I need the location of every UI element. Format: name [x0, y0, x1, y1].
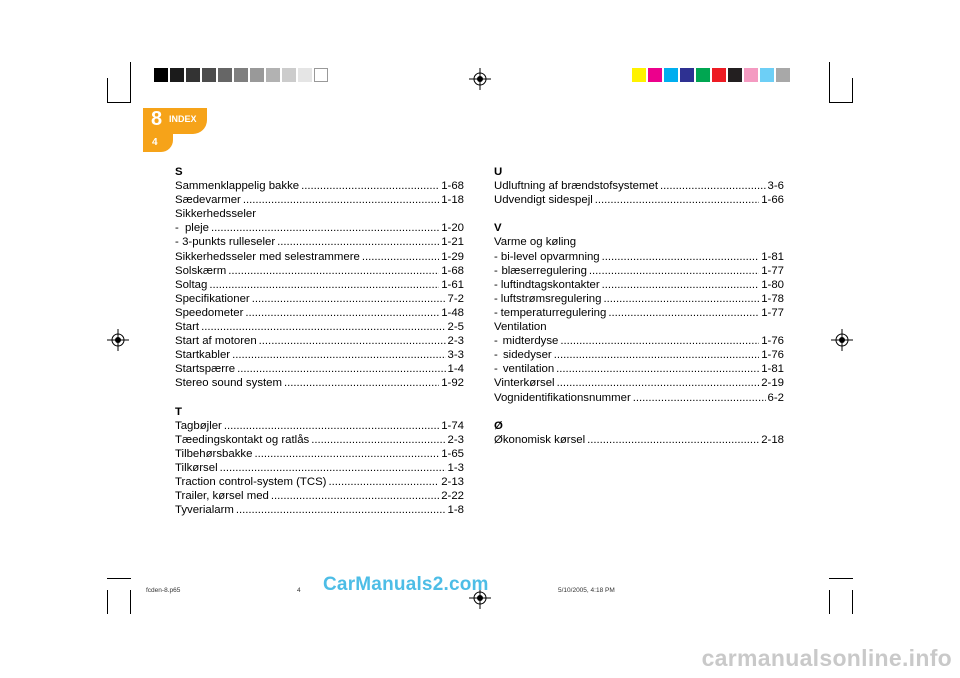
index-page-ref: 1-68 [441, 264, 464, 277]
index-entry[interactable] [494, 235, 784, 249]
color-swatch [760, 68, 774, 82]
sub-entry-dash: - [494, 250, 498, 263]
index-entry[interactable] [175, 193, 464, 207]
index-entry[interactable] [175, 292, 464, 306]
index-entry-text: Sikkerhedsseler [175, 208, 257, 221]
index-entry[interactable] [494, 193, 784, 207]
leader-dots [328, 475, 439, 489]
crop-mark [107, 78, 108, 102]
sub-entry-dash: - [494, 335, 498, 348]
color-swatch [728, 68, 742, 82]
index-letter: V [494, 222, 502, 235]
sub-entry-dash: - [175, 222, 179, 235]
index-entry[interactable] [175, 376, 464, 390]
footer-timestamp: 5/10/2005, 4:18 PM [558, 587, 615, 594]
watermark-logo[interactable]: CarManuals2.com [323, 574, 489, 595]
crop-mark [852, 590, 853, 614]
chapter-title: INDEX [169, 114, 197, 124]
index-entry-text: Speedometer [175, 306, 244, 319]
section-gap [494, 405, 784, 419]
index-page-ref: 3-6 [767, 180, 784, 193]
crop-mark [829, 62, 830, 102]
index-letter: S [175, 166, 183, 178]
leader-dots [258, 207, 462, 221]
index-page-ref: 2-5 [447, 321, 464, 334]
leader-dots [578, 235, 782, 249]
index-entry[interactable] [175, 179, 464, 193]
leader-dots [220, 461, 446, 475]
index-page-ref: 3-3 [447, 349, 464, 362]
color-swatch [266, 68, 280, 82]
chapter-number: 8 [151, 108, 163, 130]
leader-dots [554, 348, 759, 362]
registration-target-icon [831, 329, 853, 351]
index-entry-text: Solskærm [175, 264, 227, 277]
index-entry[interactable] [494, 391, 784, 405]
index-entry-text: blæserregulering [501, 264, 587, 277]
index-page-ref: 1-21 [441, 236, 464, 249]
leader-dots [277, 235, 439, 249]
index-page-ref: 1-68 [441, 180, 464, 193]
index-page-ref: 1-48 [441, 306, 464, 319]
leader-dots [201, 320, 445, 334]
index-entry[interactable] [175, 503, 464, 517]
color-swatch [696, 68, 710, 82]
footer-page: 4 [297, 587, 301, 594]
index-entry-text: midterdyse [502, 335, 559, 348]
leader-dots [660, 179, 766, 193]
index-entry[interactable] [494, 292, 784, 306]
index-entry[interactable] [494, 320, 784, 334]
index-entry-text: temperaturregulering [500, 306, 607, 319]
index-entry[interactable] [175, 419, 464, 433]
index-entry-text: Traction control-system (TCS) [175, 476, 327, 489]
index-entry[interactable] [175, 334, 464, 348]
index-entry-text: luftstrømsregulering [500, 292, 602, 305]
index-entry[interactable] [175, 278, 464, 292]
index-entry-text: Stereo sound system [175, 377, 282, 390]
color-swatch [234, 68, 248, 82]
leader-dots [587, 433, 759, 447]
color-swatch [250, 68, 264, 82]
index-page-ref: 2-19 [761, 377, 784, 390]
sub-entry-dash: - [494, 349, 498, 362]
color-swatch [170, 68, 184, 82]
index-page-ref: 1-74 [441, 419, 464, 432]
index-entry-text: Specifikationer [175, 292, 250, 305]
color-swatch [186, 68, 200, 82]
color-swatch [648, 68, 662, 82]
index-entry-text: ventilation [502, 363, 555, 376]
leader-dots [245, 306, 439, 320]
index-page-ref: 1-20 [441, 222, 464, 235]
index-page-ref: 1-61 [441, 278, 464, 291]
index-entry-text: Tyverialarm [175, 504, 234, 517]
index-page-ref: 1-66 [761, 194, 784, 207]
color-swatch [202, 68, 216, 82]
index-entry[interactable] [175, 348, 464, 362]
index-page-ref: 1-77 [761, 264, 784, 277]
index-entry[interactable] [494, 334, 784, 348]
index-page-ref: 1-8 [447, 504, 464, 517]
leader-dots [243, 193, 439, 207]
index-page-ref: 1-65 [441, 447, 464, 460]
index-entry[interactable] [175, 461, 464, 475]
index-column-right [494, 165, 784, 447]
index-entry[interactable] [175, 264, 464, 278]
index-entry-text: Vinterkørsel [494, 377, 555, 390]
leader-dots [211, 221, 439, 235]
color-swatch [776, 68, 790, 82]
sub-entry-dash: - [494, 363, 498, 376]
index-entry[interactable] [494, 250, 784, 264]
index-page-ref: 2-3 [447, 433, 464, 446]
index-entry-text: Tagbøjler [175, 419, 222, 432]
index-entry[interactable] [175, 447, 464, 461]
index-entry-text: Ventilation [494, 321, 547, 334]
crop-mark [852, 78, 853, 102]
index-column-left [175, 165, 464, 517]
color-swatch [712, 68, 726, 82]
index-entry-text: Sikkerhedsseler med selestrammere [175, 250, 360, 263]
leader-dots [557, 376, 760, 390]
color-swatch [664, 68, 678, 82]
sub-entry-dash: - [494, 292, 498, 305]
index-entry-text: pleje [184, 222, 210, 235]
index-entry-text: 3-punkts rulleseler [182, 236, 276, 249]
leader-dots [633, 391, 766, 405]
index-page-ref: 1-77 [761, 306, 784, 319]
index-page-ref: 1-81 [761, 363, 784, 376]
index-entry[interactable] [494, 433, 784, 447]
index-entry-text: Udvendigt sidespejl [494, 194, 593, 207]
index-entry-text: Sammenklappelig bakke [175, 180, 300, 193]
index-entry[interactable] [494, 362, 784, 376]
registration-target-icon [107, 329, 129, 351]
index-page-ref: 1-18 [441, 194, 464, 207]
index-entry-text: Startspærre [175, 363, 236, 376]
index-page-ref: 2-22 [441, 490, 464, 503]
leader-dots [209, 278, 439, 292]
color-swatch [680, 68, 694, 82]
leader-dots [284, 376, 439, 390]
leader-dots [602, 250, 760, 264]
index-entry[interactable] [175, 433, 464, 447]
color-swatch [744, 68, 758, 82]
index-page-ref: 2-3 [447, 335, 464, 348]
sub-entry-dash: - [494, 306, 498, 319]
index-entry-text: Tilkørsel [175, 461, 218, 474]
index-entry-text: Start [175, 321, 200, 334]
index-page-ref: 1-81 [761, 250, 784, 263]
leader-dots [362, 250, 439, 264]
index-page-ref: 2-13 [441, 476, 464, 489]
index-page-ref: 1-92 [441, 377, 464, 390]
sub-entry-dash: - [175, 236, 179, 249]
registration-target-icon [469, 68, 491, 90]
leader-dots [254, 447, 439, 461]
index-letter: Ø [494, 419, 503, 432]
leader-dots [603, 292, 759, 306]
index-entry-text: Vognidentifikationsnummer [494, 391, 631, 404]
index-entry[interactable] [494, 376, 784, 390]
index-entry-text: bi-level opvarmning [500, 250, 600, 263]
section-gap [494, 207, 784, 221]
leader-dots [549, 320, 782, 334]
index-entry-text: Økonomisk kørsel [494, 433, 586, 446]
leader-dots [608, 306, 759, 320]
color-swatch [314, 68, 328, 82]
crop-mark [130, 62, 131, 102]
index-page-ref: 2-18 [761, 433, 784, 446]
crop-mark [829, 578, 853, 579]
index-entry-text: Varme og køling [494, 236, 577, 249]
leader-dots [232, 348, 445, 362]
leader-dots [311, 433, 445, 447]
index-entry[interactable] [175, 250, 464, 264]
page-tab [143, 134, 173, 152]
leader-dots [560, 334, 759, 348]
leader-dots [228, 264, 439, 278]
index-entry-text: Tilbehørsbakke [175, 447, 253, 460]
grayscale-color-bar [154, 68, 330, 82]
index-page-ref: 6-2 [767, 391, 784, 404]
color-swatch [218, 68, 232, 82]
footer-file-name: fcden-8.p65 [146, 587, 181, 594]
index-page-ref: 1-3 [447, 461, 464, 474]
index-entry-text: Sædevarmer [175, 194, 241, 207]
leader-dots [237, 362, 445, 376]
index-entry[interactable] [175, 475, 464, 489]
crop-mark [107, 590, 108, 614]
leader-dots [556, 362, 759, 376]
index-entry-text: luftindtagskontakter [500, 278, 600, 291]
leader-dots [589, 264, 759, 278]
leader-dots [224, 419, 439, 433]
index-entry[interactable] [175, 489, 464, 503]
index-entry[interactable] [175, 235, 464, 249]
leader-dots [271, 489, 439, 503]
index-page-ref: 1-76 [761, 335, 784, 348]
color-swatch [298, 68, 312, 82]
process-color-bar [632, 68, 792, 82]
crop-mark [130, 590, 131, 614]
crop-mark [829, 102, 853, 103]
index-page-ref: 1-76 [761, 349, 784, 362]
color-swatch [282, 68, 296, 82]
index-entry-text: Udluftning af brændstofsystemet [494, 180, 658, 193]
index-page-ref: 7-2 [447, 292, 464, 305]
leader-dots [595, 193, 759, 207]
index-entry[interactable] [175, 207, 464, 221]
index-page-ref: 1-80 [761, 278, 784, 291]
index-entry[interactable] [494, 348, 784, 362]
sub-entry-dash: - [494, 278, 498, 291]
index-entry-text: Soltag [175, 278, 208, 291]
section-gap [175, 391, 464, 405]
crop-mark [107, 578, 131, 579]
index-page-ref: 1-78 [761, 292, 784, 305]
index-entry[interactable] [175, 306, 464, 320]
index-entry-text: Trailer, kørsel med [175, 490, 269, 503]
index-entry[interactable] [175, 320, 464, 334]
index-entry[interactable] [175, 362, 464, 376]
index-page-ref: 1-29 [441, 250, 464, 263]
crop-mark [107, 102, 131, 103]
index-entry[interactable] [175, 221, 464, 235]
leader-dots [236, 503, 446, 517]
sub-entry-dash: - [494, 264, 498, 277]
index-entry[interactable] [494, 179, 784, 193]
index-entry-text: sidedyser [502, 349, 552, 362]
page-number: 4 [152, 137, 158, 148]
site-watermark[interactable]: carmanualsonline.info [701, 645, 952, 671]
index-entry[interactable] [494, 278, 784, 292]
index-entry-text: Startkabler [175, 349, 231, 362]
index-page-ref: 1-4 [447, 363, 464, 376]
index-entry-text: Tæedingskontakt og ratlås [175, 433, 310, 446]
crop-mark [829, 590, 830, 614]
color-swatch [154, 68, 168, 82]
leader-dots [602, 278, 760, 292]
leader-dots [301, 179, 439, 193]
index-entry-text: Start af motoren [175, 335, 257, 348]
index-letter: U [494, 166, 503, 178]
leader-dots [259, 334, 446, 348]
index-entry[interactable] [494, 306, 784, 320]
index-entry[interactable] [494, 264, 784, 278]
color-swatch [632, 68, 646, 82]
leader-dots [252, 292, 446, 306]
index-letter: T [175, 405, 182, 418]
